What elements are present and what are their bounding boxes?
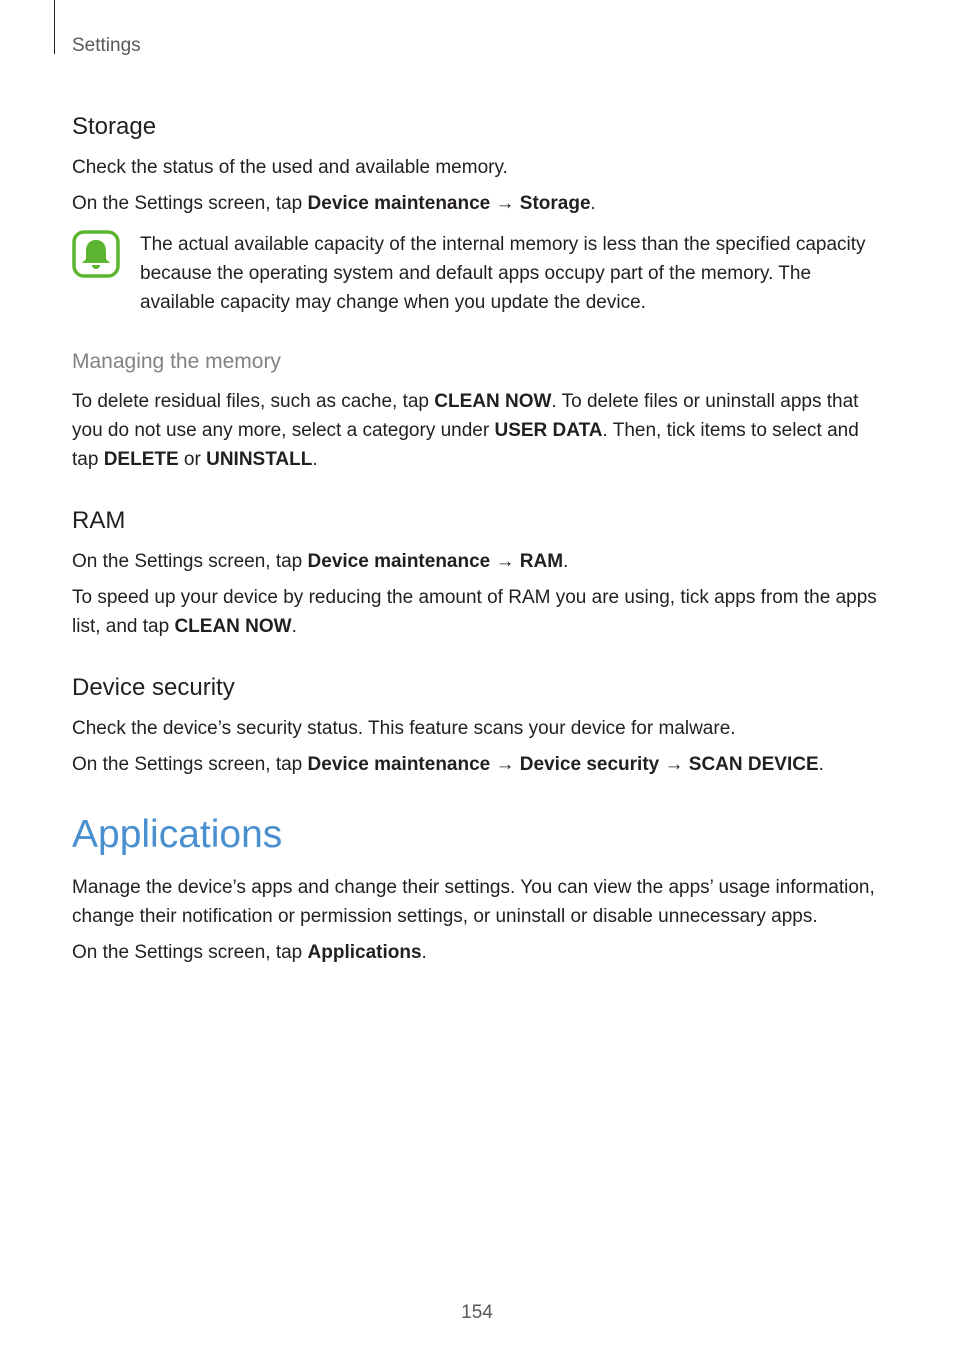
uninstall-label: UNINSTALL bbox=[206, 449, 313, 470]
storage-section bbox=[72, 110, 882, 474]
delete-label: DELETE bbox=[103, 449, 179, 470]
menu-device-maintenance: Device maintenance bbox=[307, 193, 491, 214]
user-data-label: USER DATA bbox=[494, 420, 603, 441]
menu-device-security: Device security bbox=[519, 754, 660, 775]
applications-instruction: On the Settings screen, tap Applications. bbox=[72, 942, 427, 963]
device-security-title: Device security bbox=[72, 674, 235, 701]
storage-title: Storage bbox=[72, 113, 157, 140]
scan-device-label: SCAN DEVICE bbox=[688, 754, 819, 775]
managing-memory-text: To delete residual files, such as cache, tap CLEAN NOW. To delete files or uninstall apps that you do not use any more, select a category under USER DATA. Then, tick items to select and tap DELETE or UNINSTALL. bbox=[72, 391, 859, 470]
clean-now-label: CLEAN NOW bbox=[174, 616, 292, 637]
ram-instruction: On the Settings screen, tap Device maintenance → RAM. bbox=[72, 551, 569, 572]
storage-instruction: On the Settings screen, tap Device maintenance → Storage. bbox=[72, 193, 596, 214]
device-security-section bbox=[72, 671, 882, 779]
applications-title: Applications bbox=[72, 813, 283, 856]
note-text: The actual available capacity of the internal memory is less than the specified capacity because the operating system and default apps occupy part of the memory. The available capacity may change when you update the device. bbox=[140, 234, 866, 313]
menu-device-maintenance: Device maintenance bbox=[307, 754, 491, 775]
managing-memory-title: Managing the memory bbox=[72, 350, 281, 373]
applications-section bbox=[72, 809, 882, 967]
ram-description: To speed up your device by reducing the amount of RAM you are using, tick apps from the apps list, and tap CLEAN NOW. bbox=[72, 587, 877, 637]
note-box bbox=[72, 230, 882, 317]
clean-now-label: CLEAN NOW bbox=[434, 391, 552, 412]
menu-ram: RAM bbox=[519, 551, 564, 572]
bell-icon bbox=[72, 230, 120, 278]
applications-description: Manage the device’s apps and change their settings. You can view the apps’ usage information, change their notification or permission settings, or uninstall or disable unnecessary apps. bbox=[72, 877, 875, 927]
storage-description: Check the status of the used and available memory. bbox=[72, 157, 508, 178]
running-header: Settings bbox=[72, 35, 141, 56]
note-text-wrap bbox=[140, 230, 882, 317]
ram-title: RAM bbox=[72, 507, 126, 534]
menu-applications: Applications bbox=[307, 942, 422, 963]
ram-section bbox=[72, 504, 882, 641]
page-content bbox=[72, 110, 882, 997]
menu-device-maintenance: Device maintenance bbox=[307, 551, 491, 572]
device-security-instruction: On the Settings screen, tap Device maintenance → Device security → SCAN DEVICE. bbox=[72, 754, 824, 775]
margin-rule bbox=[54, 0, 55, 54]
device-security-description: Check the device’s security status. This feature scans your device for malware. bbox=[72, 718, 736, 739]
page-number: 154 bbox=[461, 1302, 493, 1323]
menu-storage: Storage bbox=[519, 193, 591, 214]
